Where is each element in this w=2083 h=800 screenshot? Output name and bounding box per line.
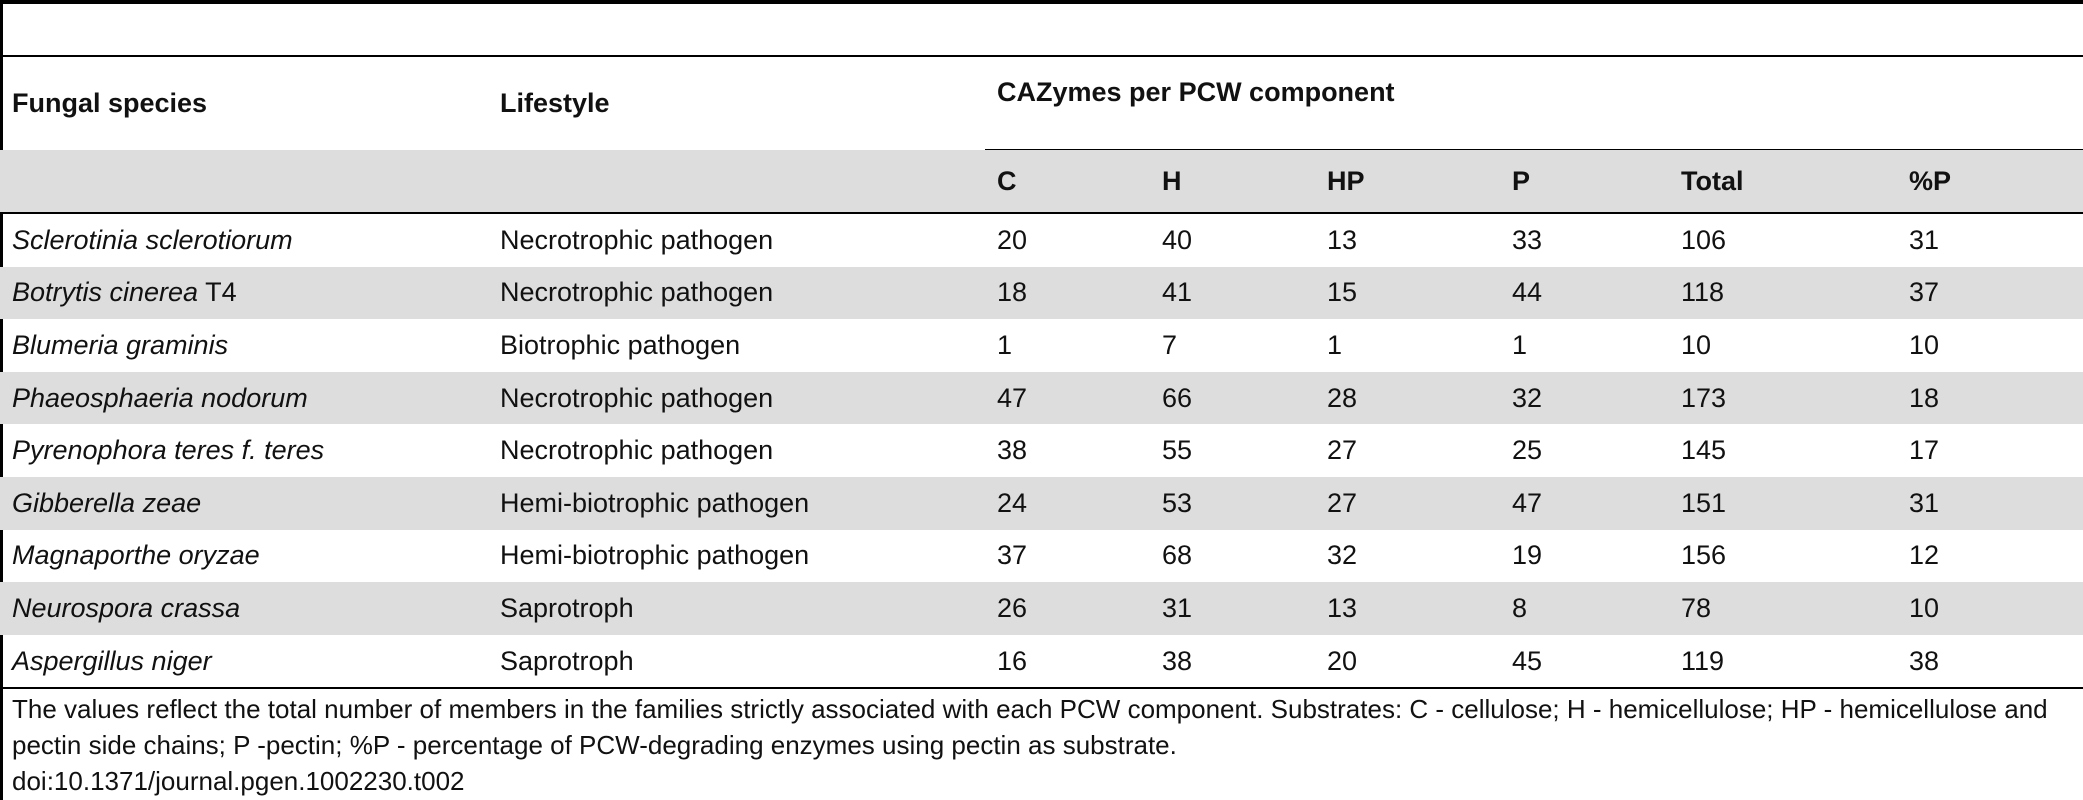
cell-lifestyle: Saprotroph bbox=[488, 582, 985, 635]
species-name: Phaeosphaeria nodorum bbox=[12, 382, 308, 413]
table-header bbox=[0, 56, 2083, 213]
cell-species bbox=[0, 267, 488, 320]
cell-h: 55 bbox=[1162, 435, 1193, 466]
cell-p: 19 bbox=[1512, 540, 1543, 571]
doi-label: doi:10.1371/journal.pgen.1002230.t002 bbox=[12, 766, 465, 796]
cell-hp: 1 bbox=[1327, 329, 1343, 360]
header-pct-p: %P bbox=[1897, 150, 2083, 214]
cell-p: 25 bbox=[1512, 435, 1543, 466]
table-row bbox=[0, 319, 2083, 372]
cell-total: 10 bbox=[1681, 329, 1712, 360]
cell-total: 119 bbox=[1669, 635, 1897, 689]
table-row bbox=[0, 267, 2083, 320]
cell-total: 106 bbox=[1681, 224, 1727, 255]
cell-h: 68 bbox=[1162, 540, 1193, 571]
species-name: Pyrenophora teres f. teres bbox=[12, 435, 325, 466]
cell-p: 8 bbox=[1500, 582, 1669, 635]
cell-species bbox=[0, 477, 488, 530]
cell-pct-p: 38 bbox=[1897, 635, 2083, 689]
cell-pct-p: 37 bbox=[1897, 267, 2083, 320]
table-row bbox=[0, 213, 2083, 267]
cell-pct-p: 10 bbox=[1897, 582, 2083, 635]
cell-species bbox=[0, 424, 488, 477]
header-total: Total bbox=[1669, 150, 1897, 214]
cell-pct-p: 10 bbox=[1909, 329, 1940, 360]
cell-c: 20 bbox=[997, 224, 1028, 255]
cell-c: 38 bbox=[997, 435, 1028, 466]
table-footnote: The values reflect the total number of members in the families strictly associated with each PCW component. Substrates: C - cellulose; H - hemicellulose; HP - hemicellulose and pectin side chains; P -pectin; %P - percentage of PCW-degrading enzymes using pectin as substrate. bbox=[12, 694, 2048, 760]
cell-pct-p: 31 bbox=[1897, 477, 2083, 530]
cell-h: 31 bbox=[1150, 582, 1315, 635]
cell-lifestyle: Necrotrophic pathogen bbox=[488, 267, 985, 320]
cell-species bbox=[0, 530, 488, 583]
cell-h: 41 bbox=[1150, 267, 1315, 320]
cell-hp: 13 bbox=[1327, 224, 1358, 255]
header-blank-species bbox=[0, 150, 488, 214]
cell-p: 32 bbox=[1500, 372, 1669, 425]
cell-hp: 32 bbox=[1327, 540, 1358, 571]
cell-species bbox=[0, 582, 488, 635]
cell-lifestyle: Saprotroph bbox=[488, 635, 985, 689]
header-p: P bbox=[1500, 150, 1669, 214]
cell-c: 16 bbox=[985, 635, 1150, 689]
cell-p: 33 bbox=[1512, 224, 1543, 255]
cell-h: 40 bbox=[1162, 224, 1193, 255]
cell-total: 118 bbox=[1669, 267, 1897, 320]
header-hp: HP bbox=[1315, 150, 1500, 214]
cell-hp: 27 bbox=[1315, 477, 1500, 530]
header-row-sub bbox=[0, 150, 2083, 214]
cell-p: 45 bbox=[1500, 635, 1669, 689]
table-row bbox=[0, 635, 2083, 689]
cell-lifestyle: Hemi-biotrophic pathogen bbox=[500, 540, 810, 571]
cell-hp: 28 bbox=[1315, 372, 1500, 425]
species-name: Aspergillus niger bbox=[12, 645, 212, 676]
cell-lifestyle: Necrotrophic pathogen bbox=[500, 435, 774, 466]
cell-lifestyle: Hemi-biotrophic pathogen bbox=[488, 477, 985, 530]
header-c: C bbox=[985, 150, 1150, 214]
species-name: Magnaporthe oryzae bbox=[12, 540, 260, 571]
species-name: Blumeria graminis bbox=[12, 329, 229, 360]
cell-c: 47 bbox=[985, 372, 1150, 425]
cell-hp: 20 bbox=[1315, 635, 1500, 689]
cell-total: 151 bbox=[1669, 477, 1897, 530]
table-body bbox=[0, 213, 2083, 688]
cell-species bbox=[0, 319, 488, 372]
table-row bbox=[0, 477, 2083, 530]
cell-pct-p: 18 bbox=[1897, 372, 2083, 425]
cell-c: 1 bbox=[997, 329, 1013, 360]
table-container bbox=[0, 55, 2083, 689]
cell-pct-p: 31 bbox=[1909, 224, 1940, 255]
cell-c: 26 bbox=[985, 582, 1150, 635]
species-strain: T4 bbox=[198, 277, 237, 308]
header-h: H bbox=[1150, 150, 1315, 214]
cell-species bbox=[0, 635, 488, 689]
cell-lifestyle: Necrotrophic pathogen bbox=[488, 372, 985, 425]
cell-lifestyle: Biotrophic pathogen bbox=[500, 329, 741, 360]
cell-h: 53 bbox=[1150, 477, 1315, 530]
cell-total: 156 bbox=[1681, 540, 1727, 571]
cell-p: 47 bbox=[1500, 477, 1669, 530]
table-row bbox=[0, 424, 2083, 477]
cell-c: 37 bbox=[997, 540, 1028, 571]
species-name: Gibberella zeae bbox=[12, 487, 202, 518]
species-name: Botrytis cinerea bbox=[12, 277, 199, 308]
header-blank-lifestyle bbox=[488, 150, 985, 214]
header-species: Fungal species bbox=[0, 56, 488, 150]
cell-p: 1 bbox=[1512, 329, 1528, 360]
cell-lifestyle: Necrotrophic pathogen bbox=[500, 224, 774, 255]
cell-species bbox=[0, 372, 488, 425]
header-cazymes-group: CAZymes per PCW component bbox=[985, 56, 2083, 150]
table-row bbox=[0, 530, 2083, 583]
cell-p: 44 bbox=[1500, 267, 1669, 320]
cell-h: 7 bbox=[1162, 329, 1178, 360]
table-row bbox=[0, 372, 2083, 425]
cell-c: 18 bbox=[985, 267, 1150, 320]
cell-pct-p: 17 bbox=[1909, 435, 1940, 466]
table-row bbox=[0, 582, 2083, 635]
cell-species bbox=[0, 213, 488, 267]
cell-total: 173 bbox=[1669, 372, 1897, 425]
cell-hp: 15 bbox=[1315, 267, 1500, 320]
species-name: Neurospora crassa bbox=[12, 592, 241, 623]
cazymes-table bbox=[0, 55, 2083, 689]
cell-hp: 27 bbox=[1327, 435, 1358, 466]
cell-h: 66 bbox=[1150, 372, 1315, 425]
cell-hp: 13 bbox=[1315, 582, 1500, 635]
top-border-rule bbox=[0, 0, 2083, 4]
header-row-top bbox=[0, 56, 2083, 150]
cell-pct-p: 12 bbox=[1909, 540, 1940, 571]
cell-total: 78 bbox=[1669, 582, 1897, 635]
cell-c: 24 bbox=[985, 477, 1150, 530]
header-lifestyle: Lifestyle bbox=[488, 56, 985, 150]
species-name: Sclerotinia sclerotiorum bbox=[12, 224, 293, 255]
cell-total: 145 bbox=[1681, 435, 1727, 466]
cell-h: 38 bbox=[1150, 635, 1315, 689]
